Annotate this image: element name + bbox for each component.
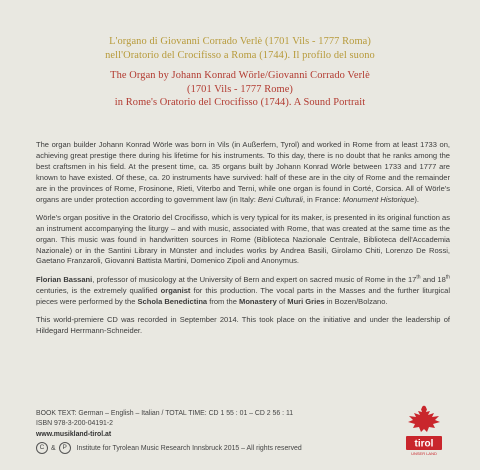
phonogram-icon: P — [59, 442, 71, 454]
english-title-line-2: (1701 Vils - 1777 Rome) — [187, 83, 293, 95]
paragraph-1-mid: , in France: — [302, 194, 343, 204]
text-segment: of — [276, 296, 288, 306]
paragraph-organ-positive: Wörle's organ positive in the Oratorio del Crocifisso, which is very typical for its maker, is presented in its original function as an instrument accompanying the liturgy – and with music, associated with Rome, that was created at the same time as the organ. This music was found in handwritten sources in Rome (Biblioteca Nazionale Centrale, Biblioteca dell'Accademia Nazionale) or in the Santini Library in Münster and includes works by Andrea Basili, Girolamo Chiti, Lorenzo De Rossi, Gaetano Franzaroli, Giovanni Battista Martini, Domenico Zipoli and Anonymus. — [36, 212, 450, 266]
body-text — [36, 140, 450, 344]
superscript-th: th — [445, 274, 451, 281]
title-block — [0, 35, 480, 110]
text-segment: and 18 — [420, 274, 446, 284]
bold-monastery: Monastery — [239, 296, 277, 306]
paragraph-performers — [36, 275, 450, 308]
copyright-text: Institute for Tyrolean Music Research Innsbruck 2015 – All rights reserved — [76, 444, 302, 452]
italian-title-line-2: nell'Oratorio del Crocifisso a Roma (1744). Il profilo del suono — [105, 49, 375, 61]
english-title-line-1: The Organ by Johann Konrad Wörle/Giovanni Corrado Verlè — [110, 70, 370, 82]
italian-title — [0, 35, 480, 62]
copyright-icon: C — [36, 442, 48, 454]
paragraph-1-text: The organ builder Johann Konrad Wörle was born in Vils (in Außerfern, Tyrol) and worked in Rome from at least 1733 on, achieving great prestige there during his lifetime for his instruments. To this day, there is no doubt that he ranks among the best craftsmen in his field. At the present time, ca. 35 organs built by Johann Konrad Wörle between 1733 and 1777 are known to have existed. Of these, ca. 20 instruments have survived: half of these are in the city of Rome and the remainder are in the provinces of Rome, Frosinone, Rieti, Viterbo and Terni, while one organ is found in Corté, Corsica. All of Wörle's organs are under protection according to government law (in Italy: — [36, 140, 450, 204]
paragraph-1-end: ). — [414, 194, 420, 204]
bold-muri-gries: Muri Gries — [287, 296, 325, 306]
paragraph-organ-builder — [36, 140, 450, 205]
text-segment: , professor of musicology at the University of Bern and expert on sacred music of Rome in the 17 — [92, 274, 417, 284]
english-title — [0, 69, 480, 110]
ampersand: & — [51, 444, 56, 452]
booktext-line: BOOK TEXT: German – English – Italian / TOTAL TIME: CD 1 55 : 01 – CD 2 56 : 11 — [36, 410, 294, 417]
logo-word: tirol — [414, 438, 434, 450]
bold-organist: organist — [160, 285, 191, 295]
paragraph-recording: This world-premiere CD was recorded in September 2014. This took place on the initiative and under the leadership of Hildegard Herrmann-Schneider. — [36, 314, 450, 335]
italian-title-line-1: L'organo di Giovanni Corrado Verlè (1701 Vils - 1777 Roma) — [109, 36, 371, 47]
copyright-line — [36, 442, 302, 454]
text-segment: for this production. The vocal parts in the Masses and the further liturgical pieces were performed by the — [36, 285, 450, 306]
performer-name: Florian Bassani — [36, 274, 93, 284]
italic-monument-historique: Monument Historique — [342, 194, 415, 204]
italic-beni-culturali: Beni Culturali — [257, 194, 303, 204]
logo-subtext: UNSER LAND — [411, 451, 437, 456]
text-segment: in Bozen/Bolzano. — [324, 296, 388, 306]
website-link[interactable]: www.musikland-tirol.at — [36, 430, 112, 438]
isbn-line: ISBN 978-3-200-04191-2 — [36, 420, 113, 428]
bold-schola: Schola Benedictina — [137, 296, 208, 306]
meta-info — [36, 409, 293, 440]
english-title-line-3: in Rome's Oratorio del Crocifisso (1744). A Sound Portrait — [114, 97, 366, 109]
text-segment: from the — [207, 296, 240, 306]
superscript-th: th — [416, 274, 421, 281]
tirol-logo-icon — [396, 403, 452, 457]
text-segment: centuries, is the extremely qualified — [36, 285, 161, 295]
